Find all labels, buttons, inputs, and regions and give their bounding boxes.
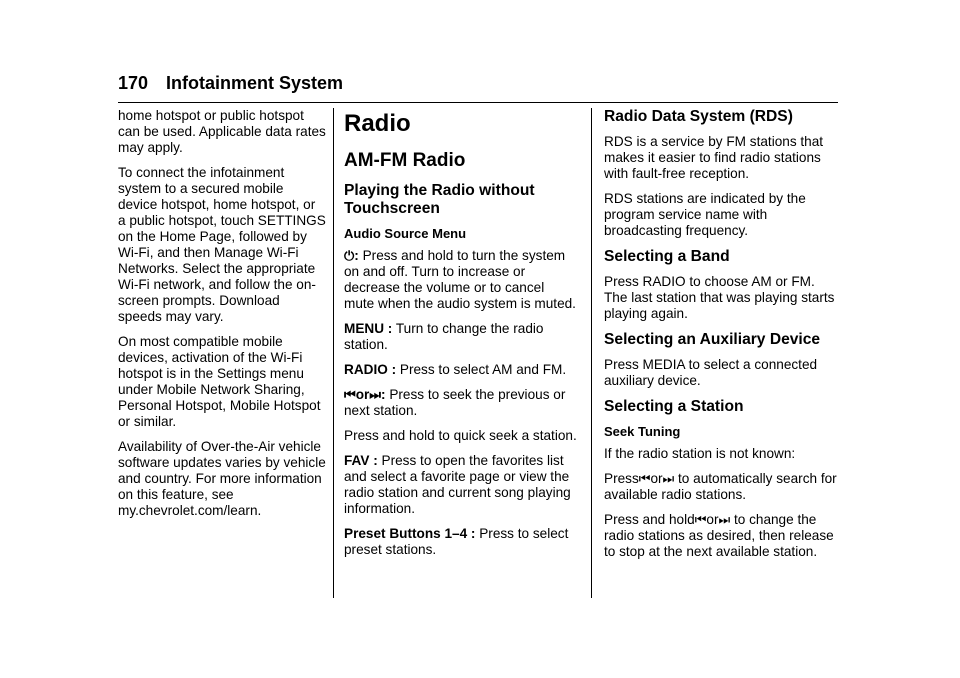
section-heading-radio: Radio [344,110,411,137]
manual-seek-entry [604,512,838,560]
seek-previous-icon: ⏮ [694,512,707,527]
auto-text: to automatically search for available radio stations. [604,471,837,502]
power-label: : [354,248,359,263]
column-3 [604,108,838,569]
seek-or: or [355,387,370,402]
menu-entry [344,321,578,353]
quick-seek-entry: Press and hold to quick seek a station. [344,428,577,443]
fav-entry [344,453,578,517]
column-divider [333,108,334,598]
radio-text: Press to select AM and FM. [399,362,567,377]
seek-text: Press to seek the previous or next station. [344,387,566,418]
paragraph: Press MEDIA to select a connected auxiliary device. [604,357,818,388]
paragraph: If the radio station is not known: [604,446,796,461]
fav-label: FAV : [344,453,378,468]
seek-previous-icon: ⏮ [344,387,356,402]
fav-text: Press to open the favorites list and select a favorite page or view the radio station and current song playing information. [344,453,571,516]
seek-colon: : [381,387,386,402]
preset-label: Preset Buttons 1–4 : [344,526,476,541]
seek-entry [344,387,578,419]
or-text: or [706,512,719,527]
press-hold-text: Press and hold [604,512,695,527]
heading-am-fm-radio: AM-FM Radio [344,150,466,171]
paragraph: home hotspot or public hotspot can be used. Applicable data rates may apply. [118,108,326,155]
power-icon: ⏻ [344,248,355,263]
heading-rds: Radio Data System (RDS) [604,108,793,125]
seek-previous-icon: ⏮ [638,471,651,486]
page-header [118,72,838,103]
section-title: Infotainment System [166,73,344,93]
menu-label: MENU : [344,321,393,336]
column-1 [118,108,326,528]
paragraph: Press RADIO to choose AM or FM. The last station that was playing starts playing again. [604,274,835,321]
press-text: Press [604,471,639,486]
preset-entry [344,526,578,558]
paragraph: To connect the infotainment system to a secured mobile device hotspot, home hotspot, or a public hotspot, touch SETTINGS on the Home Page, followed by Wi-Fi, and then Manage Wi-Fi Networks. Select the appropriate Wi-Fi network, and follow the on-screen prompts. Download speeds may vary. [118,165,326,324]
seek-next-icon: ⏭ [369,387,381,402]
power-entry [344,248,578,312]
preset-text: Press to select preset stations. [344,526,569,557]
radio-label: RADIO : [344,362,397,377]
seek-next-icon: ⏭ [718,512,731,527]
paragraph: RDS is a service by FM stations that makes it easier to find radio stations with fault-free reception. [604,134,824,181]
menu-text: Turn to change the radio station. [344,321,544,352]
heading-seek-tuning: Seek Tuning [604,424,681,439]
paragraph: On most compatible mobile devices, activation of the Wi-Fi hotspot is in the Settings menu under Mobile Network Sharing, Personal Hotspot, Mobile Hotspot or similar. [118,334,321,429]
column-2 [344,108,578,567]
paragraph: Availability of Over-the-Air vehicle software updates varies by vehicle and country. For more information on this feature, see my.chevrolet.com/learn. [118,439,326,518]
radio-entry [344,362,578,378]
paragraph: RDS stations are indicated by the program service name with broadcasting frequency. [604,191,806,238]
auto-seek-entry [604,471,838,503]
column-divider [591,108,592,598]
heading-playing-radio: Playing the Radio without Touchscreen [344,182,535,217]
power-text: Press and hold to turn the system on and off. Turn to increase or decrease the volume or to cancel mute when the audio system is muted. [344,248,576,311]
heading-selecting-aux: Selecting an Auxiliary Device [604,331,821,348]
heading-selecting-station: Selecting a Station [604,398,744,415]
heading-audio-source-menu: Audio Source Menu [344,226,467,241]
or-text: or [650,471,663,486]
change-text: to change the radio stations as desired, then release to stop at the next available station. [604,512,834,559]
seek-next-icon: ⏭ [662,471,675,486]
page-number: 170 [118,73,149,93]
heading-selecting-band: Selecting a Band [604,248,730,265]
